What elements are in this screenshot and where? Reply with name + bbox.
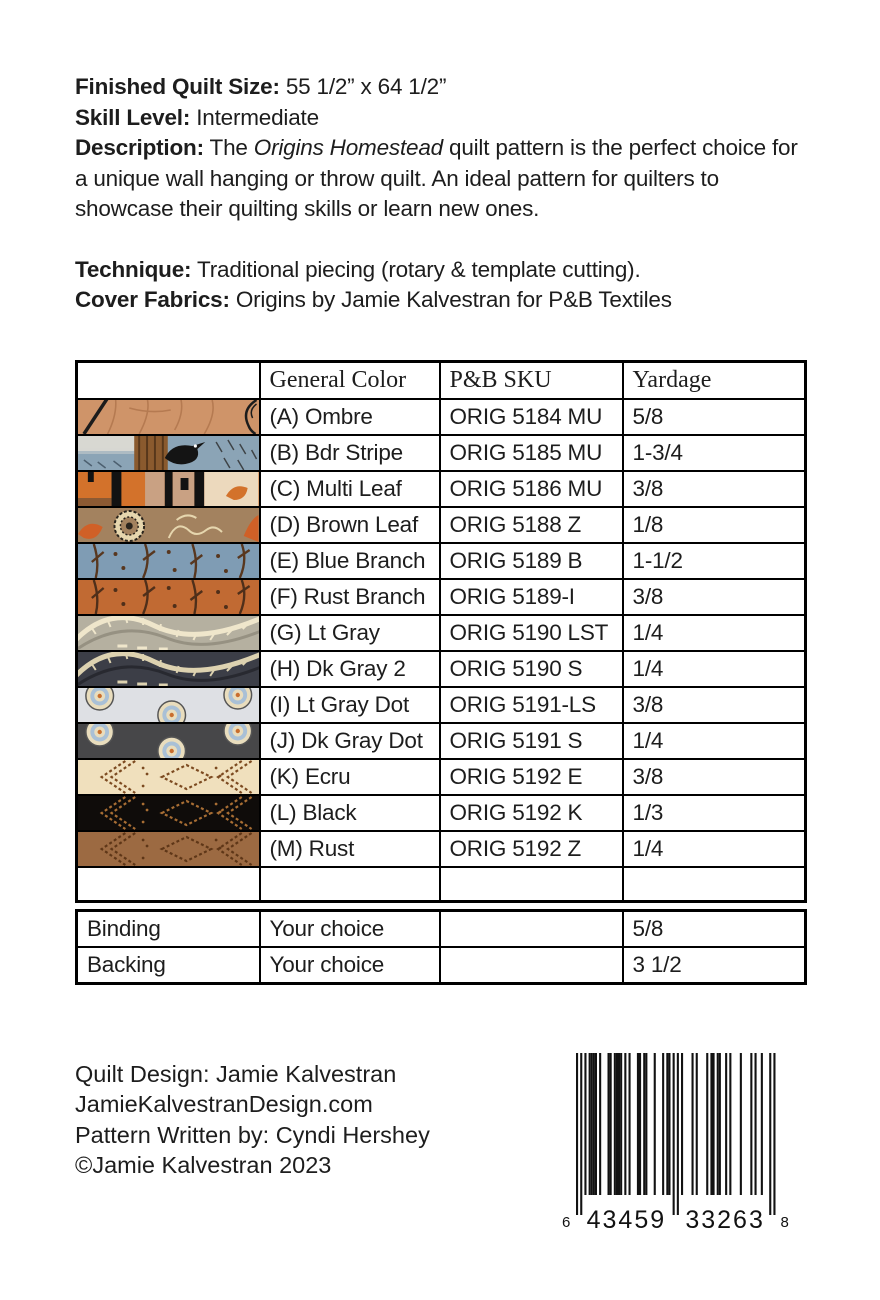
- fabric-yardage-cell: 1-3/4: [623, 435, 806, 471]
- extra-sku-cell: [440, 910, 623, 947]
- fabric-swatch-image: [78, 832, 259, 866]
- fabric-yardage-cell: 1-1/2: [623, 543, 806, 579]
- extra-label-cell: Backing: [77, 947, 260, 984]
- fabric-yardage-cell: 5/8: [623, 399, 806, 435]
- credit-designer: Quilt Design: Jamie Kalvestran: [75, 1060, 397, 1087]
- spacer: [75, 225, 805, 255]
- fabric-swatch: [77, 759, 260, 795]
- upc-barcode-image: [559, 1051, 793, 1233]
- yardage-header: Yardage: [623, 361, 806, 399]
- credits: [75, 1059, 430, 1181]
- fabric-name-cell: (H) Dk Gray 2: [260, 651, 440, 687]
- fabric-yardage-cell: 3/8: [623, 471, 806, 507]
- general-color-header: General Color: [260, 361, 440, 399]
- fabric-swatch: [77, 507, 260, 543]
- table-row: [77, 910, 806, 947]
- upc-barcode: [559, 1051, 793, 1238]
- barcode-group-2: 33263: [685, 1205, 765, 1233]
- barcode-digit-right: 8: [780, 1213, 789, 1231]
- description-text-post: quilt pattern is the perfect choice for a unique wall hanging or throw quilt. An ideal pattern for quilters to showcase their quilting skills or learn new ones.: [75, 135, 798, 221]
- fabric-yardage-cell: 3/8: [623, 759, 806, 795]
- fabric-name-cell: (L) Black: [260, 795, 440, 831]
- cover-fabrics-value: Origins by Jamie Kalvestran for P&B Textiles: [235, 287, 672, 312]
- credit-copyright: ©Jamie Kalvestran 2023: [75, 1152, 332, 1178]
- table-row: [77, 543, 806, 579]
- fabric-sku-cell: ORIG 5192 Z: [440, 831, 623, 867]
- technique-line: [75, 255, 805, 286]
- finished-size-line: [75, 72, 805, 103]
- fabric-swatch: [77, 831, 260, 867]
- fabric-swatch-image: [78, 472, 259, 506]
- barcode-group-1: 43459: [586, 1205, 667, 1233]
- empty-cell: [260, 867, 440, 902]
- table-row: [77, 759, 806, 795]
- cover-fabrics-label: Cover Fabrics:: [75, 287, 230, 312]
- fabric-name-cell: (K) Ecru: [260, 759, 440, 795]
- fabric-swatch: [77, 723, 260, 759]
- fabric-sku-cell: ORIG 5191 S: [440, 723, 623, 759]
- table-row: [77, 615, 806, 651]
- table-row: [77, 947, 806, 984]
- swatch-column-header: [77, 361, 260, 399]
- sku-header: P&B SKU: [440, 361, 623, 399]
- fabric-name-cell: (G) Lt Gray: [260, 615, 440, 651]
- fabric-sku-cell: ORIG 5189-I: [440, 579, 623, 615]
- fabric-yardage-cell: 1/8: [623, 507, 806, 543]
- table-row: [77, 507, 806, 543]
- extra-choice-cell: Your choice: [260, 910, 440, 947]
- binding-backing-table: [75, 909, 807, 985]
- fabric-name-cell: (D) Brown Leaf: [260, 507, 440, 543]
- table-row: [77, 435, 806, 471]
- skill-level-label: Skill Level:: [75, 104, 191, 130]
- barcode-digit-left: 6: [562, 1213, 571, 1231]
- empty-cell: [623, 867, 806, 902]
- table-row: [77, 651, 806, 687]
- extra-sku-cell: [440, 947, 623, 984]
- table-row: [77, 795, 806, 831]
- fabric-sku-cell: ORIG 5186 MU: [440, 471, 623, 507]
- technique-label: Technique:: [75, 256, 192, 282]
- fabric-sku-cell: ORIG 5190 S: [440, 651, 623, 687]
- fabric-swatch-image: [78, 616, 259, 650]
- cover-fabrics-line: [75, 285, 805, 316]
- skill-level-value: Intermediate: [196, 104, 319, 130]
- fabric-swatch: [77, 687, 260, 723]
- extra-choice-cell: Your choice: [260, 947, 440, 984]
- fabric-swatch-image: [78, 688, 259, 722]
- fabric-yardage-cell: 1/4: [623, 831, 806, 867]
- fabric-swatch: [77, 435, 260, 471]
- credit-website: JamieKalvestranDesign.com: [75, 1091, 373, 1117]
- fabric-swatch: [77, 543, 260, 579]
- description-label: Description:: [75, 135, 204, 160]
- fabric-yardage-cell: 1/4: [623, 723, 806, 759]
- fabric-swatch: [77, 651, 260, 687]
- table-row: [77, 831, 806, 867]
- info-block: [75, 72, 805, 316]
- finished-size-value: 55 1/2” x 64 1/2”: [285, 74, 447, 99]
- extra-label-cell: Binding: [77, 910, 260, 947]
- fabric-swatch-image: [78, 652, 259, 686]
- fabric-swatch-image: [78, 508, 259, 542]
- fabric-name-cell: (F) Rust Branch: [260, 579, 440, 615]
- description-paragraph: [75, 133, 805, 225]
- fabric-name-cell: (I) Lt Gray Dot: [260, 687, 440, 723]
- description-pattern-name: Origins Homestead: [253, 135, 443, 160]
- fabric-swatch-image: [78, 580, 259, 614]
- fabric-yardage-cell: 1/4: [623, 615, 806, 651]
- fabric-swatch-image: [78, 724, 259, 758]
- credit-writer: Pattern Written by: Cyndi Hershey: [75, 1121, 430, 1148]
- fabric-swatch: [77, 615, 260, 651]
- fabric-swatch-image: [78, 760, 259, 794]
- fabric-name-cell: (C) Multi Leaf: [260, 471, 440, 507]
- fabric-name-cell: (E) Blue Branch: [260, 543, 440, 579]
- fabric-yardage-cell: 3/8: [623, 687, 806, 723]
- fabric-swatch: [77, 579, 260, 615]
- fabric-sku-cell: ORIG 5184 MU: [440, 399, 623, 435]
- skill-level-line: [75, 103, 805, 134]
- fabric-sku-cell: ORIG 5189 B: [440, 543, 623, 579]
- fabric-swatch: [77, 471, 260, 507]
- fabric-swatch-image: [78, 796, 259, 830]
- table-header-row: [77, 361, 806, 399]
- extra-yardage-cell: 5/8: [623, 910, 806, 947]
- footer: [75, 1059, 805, 1238]
- fabric-yardage-cell: 1/3: [623, 795, 806, 831]
- fabric-sku-cell: ORIG 5192 K: [440, 795, 623, 831]
- fabric-name-cell: (M) Rust: [260, 831, 440, 867]
- fabric-yardage-cell: 3/8: [623, 579, 806, 615]
- table-row: [77, 399, 806, 435]
- fabric-yardage-cell: 1/4: [623, 651, 806, 687]
- fabric-sku-cell: ORIG 5192 E: [440, 759, 623, 795]
- fabric-swatch: [77, 795, 260, 831]
- table-row: [77, 579, 806, 615]
- fabric-swatch-image: [78, 544, 259, 578]
- table-row: [77, 723, 806, 759]
- description-text-pre: The: [209, 135, 254, 160]
- empty-cell: [440, 867, 623, 902]
- fabric-swatch-image: [78, 436, 259, 470]
- fabric-name-cell: (J) Dk Gray Dot: [260, 723, 440, 759]
- finished-size-label: Finished Quilt Size:: [75, 74, 280, 99]
- fabric-requirements-table: [75, 360, 807, 903]
- fabric-sku-cell: ORIG 5185 MU: [440, 435, 623, 471]
- table-row: [77, 471, 806, 507]
- empty-row: [77, 867, 806, 902]
- table-row: [77, 687, 806, 723]
- technique-value: Traditional piecing (rotary & template cutting).: [197, 256, 641, 282]
- fabric-sku-cell: ORIG 5190 LST: [440, 615, 623, 651]
- fabric-swatch-image: [78, 400, 259, 434]
- empty-cell: [77, 867, 260, 902]
- fabric-sku-cell: ORIG 5188 Z: [440, 507, 623, 543]
- fabric-name-cell: (B) Bdr Stripe: [260, 435, 440, 471]
- extra-yardage-cell: 3 1/2: [623, 947, 806, 984]
- fabric-sku-cell: ORIG 5191-LS: [440, 687, 623, 723]
- fabric-swatch: [77, 399, 260, 435]
- fabric-name-cell: (A) Ombre: [260, 399, 440, 435]
